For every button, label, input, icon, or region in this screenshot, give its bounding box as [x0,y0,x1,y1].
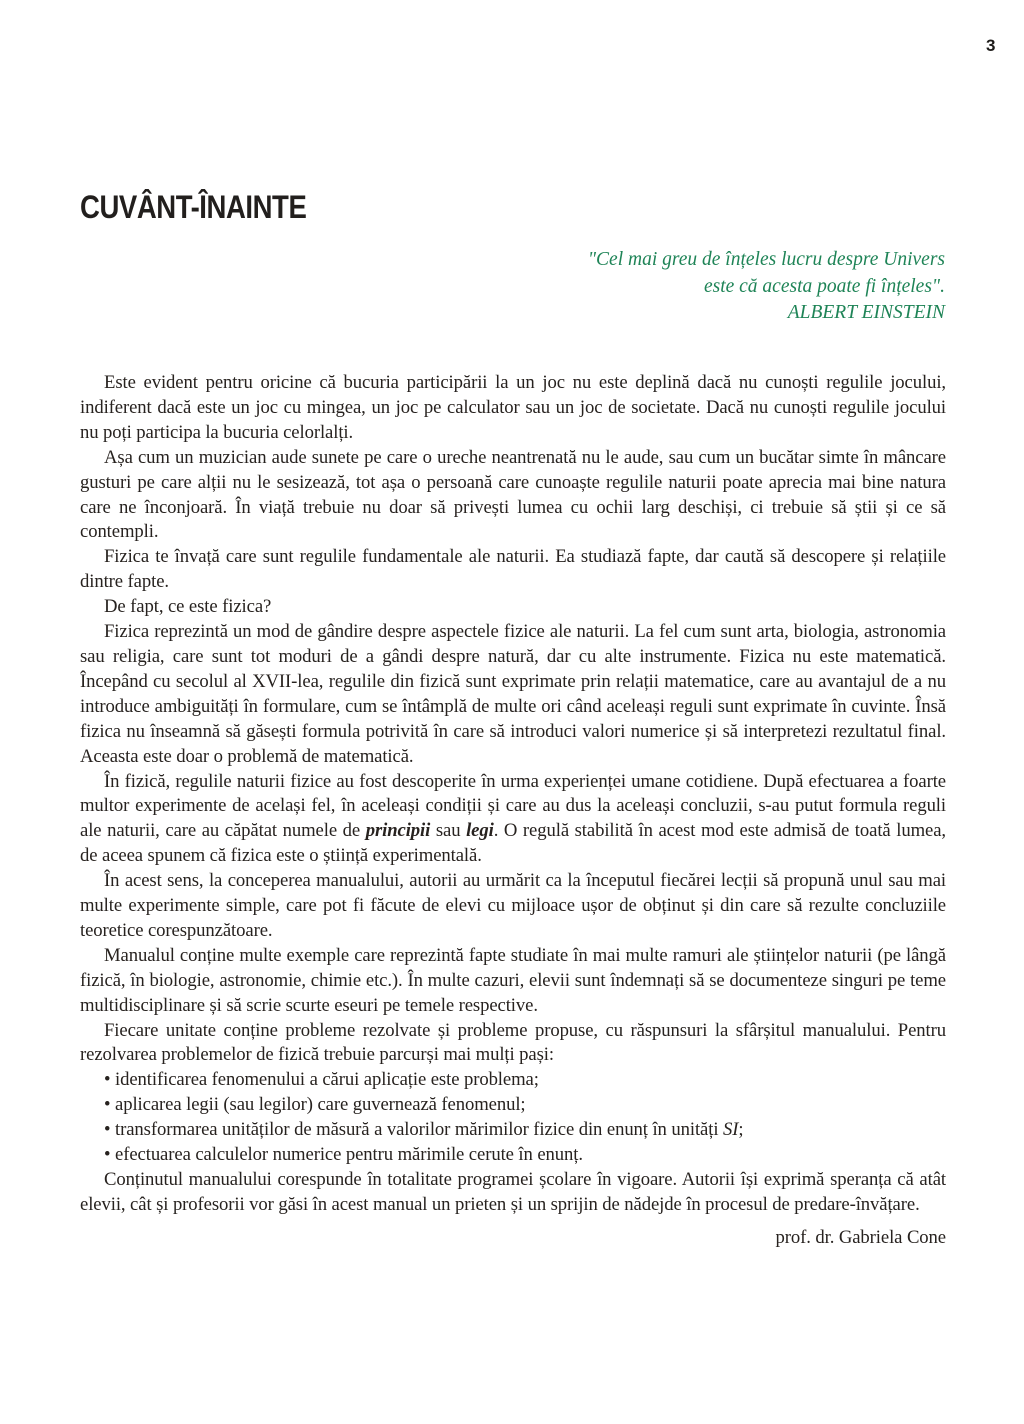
paragraph [80,869,946,944]
text-run: legi [466,820,494,842]
text-run: Așa cum un muzician aude sunete pe care o ureche neantrenată nu le aude, sau cum un bucătar simte în mâncare gusturi pe care alții nu le sesizează, tot așa o persoană care cunoaște regulile naturii poate aprecia mai bine natura care ne înconjoară. În viață trebuie nu doar să privești lumea cu ochii larg deschiși, ci trebuie să știi și ce să contempli. [80,446,946,543]
text-run: Este evident pentru oricine că bucuria participării la un joc nu este deplină dacă nu cunoști regulile jocului, indiferent dacă este un joc cu mingea, un joc pe calculator sau un joc de societate. Dacă nu cunoști regulile jocului nu poți participa la bucuria celorlalți. [80,372,946,443]
text-run: În fizică, regulile naturii fizice au fost descoperite în urma experienței umane cotidiene. După efectuarea a foarte multor experimente de același fel, în aceleași condiții și care au dus la aceleași concluzii, s-au putut formula reguli ale naturii, care au căpătat numele de [80,770,946,842]
paragraph [80,446,946,546]
page-number: 3 [986,36,996,55]
author-signature: prof. dr. Gabriela Cone [775,1226,946,1248]
text-run: principii [365,820,431,842]
text-run: . O regulă stabilită în acest mod este admisă de toată lumea, de aceea spunem că fizica este o știință experimentală. [80,820,946,867]
paragraph [80,371,946,446]
text-run: sau [430,820,467,842]
paragraph [80,1168,946,1218]
bullet-marker: • [104,1094,116,1116]
text-run: SI [723,1119,739,1141]
text-run: Manualul conține multe exemple care reprezintă fapte studiate în mai multe ramuri ale științelor naturii (pe lângă fizică, în biologie, astronomie, chimie etc.). În multe cazuri, elevii sunt îndemnați să se documenteze singuri pe teme multidisciplinare și să scrie scurte eseuri pe temele respective. [80,944,946,1016]
text-run: În acest sens, la conceperea manualului, autorii au urmărit ca la începutul fiecărei lecții să propună unul sau mai multe experimente simple, care pot fi făcute de elevi cu mijloace ușor de obținut și din care să rezulte concluziile teoretice corespunzătoare. [80,870,946,941]
paragraph [80,944,946,1019]
paragraph [80,545,946,595]
text-run: Conținutul manualului corespunde în totalitate programei școlare în vigoare. Autorii își exprimă speranța că atât elevii, cât și profesorii vor găsi în acest manual un prieten și un sprijin de nădejde în procesul de predare-învățare. [80,1169,946,1215]
epigraph-attribution: ALBERT EINSTEIN [787,302,945,323]
text-run: Fiecare unitate conține probleme rezolvate și probleme propuse, cu răspunsuri la sfârșitul manualului. Pentru rezolvarea problemelor de fizică trebuie parcurși mai mulți pași: [80,1019,946,1066]
bullet-item [80,1118,946,1143]
text-run: De fapt, ce este fizica? [104,596,272,618]
bullet-marker: • [104,1144,116,1166]
text-run: Fizica te învață care sunt regulile fundamentale ale naturii. Ea studiază fapte, dar caută să descopere și relațiile dintre fapte. [80,546,946,593]
bullet-marker: • [104,1119,116,1141]
bullet-item [80,1068,946,1093]
text-run: identificarea fenomenului a cărui aplicație este problema; [115,1069,539,1091]
paragraph [80,770,946,870]
paragraph [80,595,946,620]
bullet-item [80,1093,946,1118]
paragraph [80,1019,946,1069]
text-run: Fizica reprezintă un mod de gândire despre aspectele fizice ale naturii. La fel cum sunt arta, biologia, astronomia sau religia, care sunt tot moduri de a gândi despre natură, dar cu alte instrumente. Fizica nu este matematică. Începând cu secolul al XVII-lea, regulile din fizică sunt exprimate prin relații matematice, care au avantajul de a nu introduce ambiguități în formulare, cum se întâmplă de multe ori când aceleași reguli sunt exprimate în cuvinte. Însă fizica nu înseamnă să găsești formula potrivită în care să introduci valori numerice și să interpretezi rezultatul final. Aceasta este doar o problemă de matematică. [80,621,946,767]
epigraph [588,247,945,327]
text-run: transformarea unităților de măsură a valorilor mărimilor fizice din enunț în unități [115,1119,723,1141]
bullet-marker: • [104,1069,116,1091]
body-text [80,371,946,1251]
bullet-item [80,1143,946,1168]
text-run: efectuarea calculelor numerice pentru mărimile cerute în enunț. [115,1144,583,1166]
epigraph-quote-line2: este că acesta poate fi înțeles". [703,275,945,297]
paragraph [80,620,946,769]
epigraph-quote-line1: "Cel mai greu de înțeles lucru despre Univers [587,249,945,270]
text-run: aplicarea legii (sau legilor) care guvernează fenomenul; [115,1094,526,1116]
text-run: ; [738,1119,744,1141]
page-title: CUVÂNT-ÎNAINTE [80,189,307,226]
